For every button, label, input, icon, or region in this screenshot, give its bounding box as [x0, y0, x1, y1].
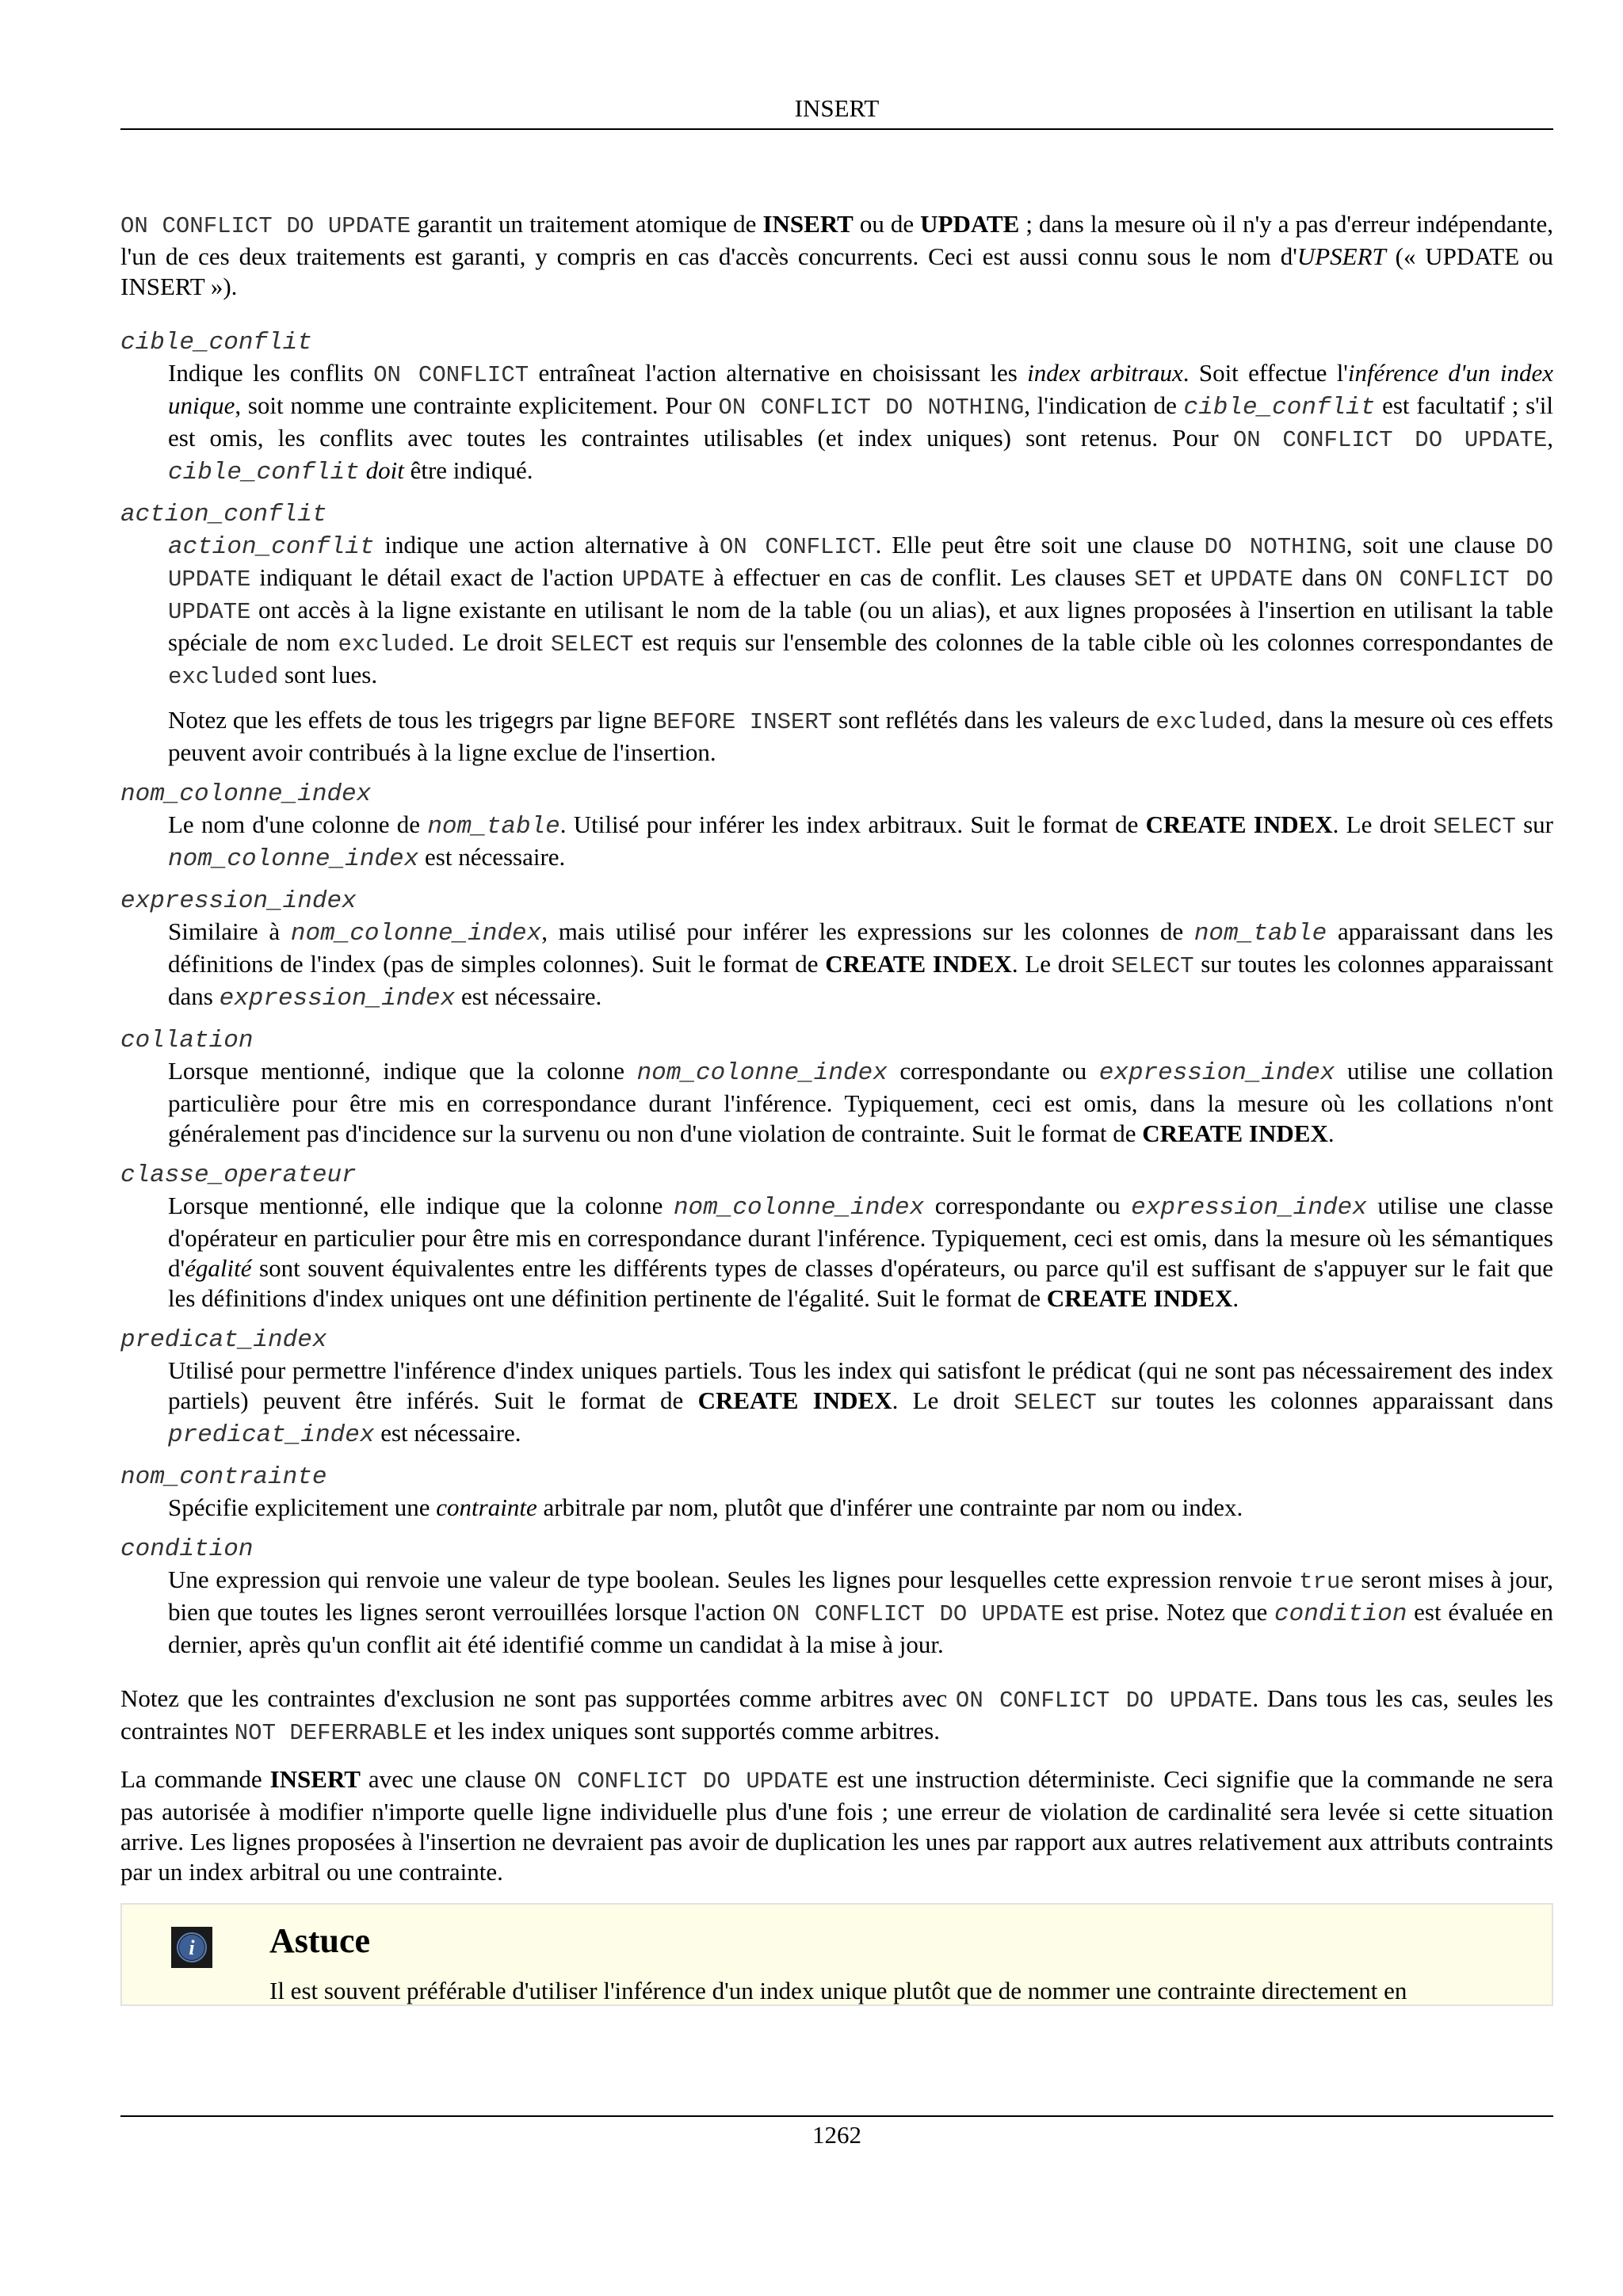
tip-box — [120, 1903, 1553, 2006]
param-desc-cible-conflit: Indique les conflits ON CONFLICT entraîneat l'action alternative en choisissant les index arbitraux. Soit effectue l'inférence d'un index unique, soit nomme une contrainte explicitement. Pour ON CONFLICT DO NOTHING, l'indication de cible_conflit est facultatif ; s'il est omis, les conflits avec toutes les contraintes utilisables (et index uniques) sont retenus. Pour ON CONFLICT DO UPDATE, cible_conflit doit être indiqué. — [168, 359, 1554, 486]
note-paragraph-deterministic: La commande INSERT avec une clause ON CONFLICT DO UPDATE est une instruction déterministe. Ceci signifie que la commande ne sera pas autorisée à modifier n'importe quelle ligne individuelle plus d'une fois ; une erreur de violation de cardinalité sera levée si cette situation arrive. Les lignes proposées à l'insertion ne devraient pas avoir de duplication les unes par rapport aux autres relativement aux attributs contraints par un index arbitral ou une contrainte. — [120, 1765, 1553, 1886]
tip-title: Astuce — [269, 1921, 371, 1960]
param-term-predicat-index: predicat_index — [120, 1326, 327, 1354]
header-divider — [120, 128, 1553, 130]
param-desc-expression-index: Similaire à nom_colonne_index, mais utilisé pour inférer les expressions sur les colonnes de nom_table apparaissant dans les définitions de l'index (pas de simples colonnes). Suit le format de CREATE INDEX. Le droit SELECT sur toutes les colonnes apparaissant dans expression_index est nécessaire. — [168, 917, 1554, 1013]
param-term-collation: collation — [120, 1027, 254, 1055]
info-icon — [171, 1927, 212, 1968]
note-paragraph-exclusion: Notez que les contraintes d'exclusion ne sont pas supportées comme arbitres avec ON CONFLICT DO UPDATE. Dans tous les cas, seules les contraintes NOT DEFERRABLE et les index uniques sont supportés comme arbitres. — [120, 1684, 1553, 1746]
parameter-list — [120, 326, 1553, 1660]
footer-divider — [120, 2115, 1553, 2117]
main-content — [120, 209, 1553, 2006]
page-number: 1262 — [812, 2121, 861, 2149]
param-desc-predicat-index: Utilisé pour permettre l'inférence d'index uniques partiels. Tous les index qui satisfont le prédicat (qui ne sont pas nécessairement des index partiels) peuvent être inférés. Suit le format de CREATE INDEX. Le droit SELECT sur toutes les colonnes apparaissant dans predicat_index est nécessaire. — [168, 1356, 1553, 1449]
param-term-nom-contrainte: nom_contrainte — [120, 1463, 327, 1491]
param-term-condition: condition — [120, 1535, 254, 1563]
param-desc-classe-operateur: Lorsque mentionné, elle indique que la colonne nom_colonne_index correspondante ou expression_index utilise une classe d'opérateur en particulier pour être mis en correspondance durant l'inférence. Typiquement, ceci est omis, dans la mesure où les sémantiques d'égalité sont souvent équivalentes entre les différents types de classes d'opérateurs, ou parce qu'il est suffisant de s'appuyer sur le fait que les définitions d'index uniques ont une définition pertinente de l'égalité. Suit le format de CREATE INDEX. — [168, 1192, 1553, 1312]
intro-paragraph: ON CONFLICT DO UPDATE garantit un traitement atomique de INSERT ou de UPDATE ; dans la mesure où il n'y a pas d'erreur indépendante, l'un de ces deux traitements est garanti, y compris en cas d'accès concurrents. Ceci est aussi connu sous le nom d'UPSERT (« UPDATE ou INSERT »). — [120, 210, 1553, 300]
param-term-action-conflit: action_conflit — [120, 501, 327, 528]
param-term-cible-conflit: cible_conflit — [120, 329, 312, 357]
tip-text: Il est souvent préférable d'utiliser l'inférence d'un index unique plutôt que de nommer une contrainte directement en — [269, 1977, 1407, 2004]
svg-text:i: i — [189, 1936, 195, 1959]
param-desc-condition: Une expression qui renvoie une valeur de type boolean. Seules les lignes pour lesquelles cette expression renvoie true seront mises à jour, bien que toutes les lignes seront verrouillées lorsque l'action ON CONFLICT DO UPDATE est prise. Notez que condition est évaluée en dernier, après qu'un conflit ait été identifié comme un candidat à la mise à jour. — [168, 1566, 1554, 1658]
param-term-expression-index: expression_index — [120, 887, 357, 915]
param-term-classe-operateur: classe_operateur — [120, 1161, 357, 1189]
param-term-nom-colonne-index: nom_colonne_index — [120, 780, 372, 808]
param-desc-nom-colonne-index: Le nom d'une colonne de nom_table. Utilisé pour inférer les index arbitraux. Suit le format de CREATE INDEX. Le droit SELECT sur nom_colonne_index est nécessaire. — [168, 810, 1554, 873]
param-desc-collation: Lorsque mentionné, indique que la colonne nom_colonne_index correspondante ou expression_index utilise une collation particulière pour être mis en correspondance durant l'inférence. Typiquement, ceci est omis, dans la mesure où les collations n'ont généralement pas d'incidence sur la survenu ou non d'une violation de contrainte. Suit le format de CREATE INDEX. — [168, 1057, 1553, 1147]
param-desc-nom-contrainte: Spécifie explicitement une contrainte arbitrale par nom, plutôt que d'inférer une contrainte par nom ou index. — [168, 1493, 1243, 1521]
inline-code: ON CONFLICT DO UPDATE — [120, 213, 411, 239]
running-header: INSERT — [794, 94, 880, 122]
param-desc-action-conflit: action_conflit indique une action alternative à ON CONFLICT. Elle peut être soit une clause DO NOTHING, soit une clause DO UPDATE indiquant le détail exact de l'action UPDATE à effectuer en cas de conflit. Les clauses SET et UPDATE dans ON CONFLICT DO UPDATE ont accès à la ligne existante en utilisant le nom de la table (ou un alias), et aux lignes proposées à l'insertion en utilisant la table spéciale de nom excluded. Le droit SELECT est requis sur l'ensemble des colonnes de la table cible où les colonnes correspondantes de excluded sont lues. Notez que les effets de tous les trigegrs par ligne BEFORE INSERT sont reflétés dans les valeurs de excluded, dans la mesure où ces effets peuvent avoir contribués à la ligne exclue de l'insertion. — [168, 531, 1553, 766]
